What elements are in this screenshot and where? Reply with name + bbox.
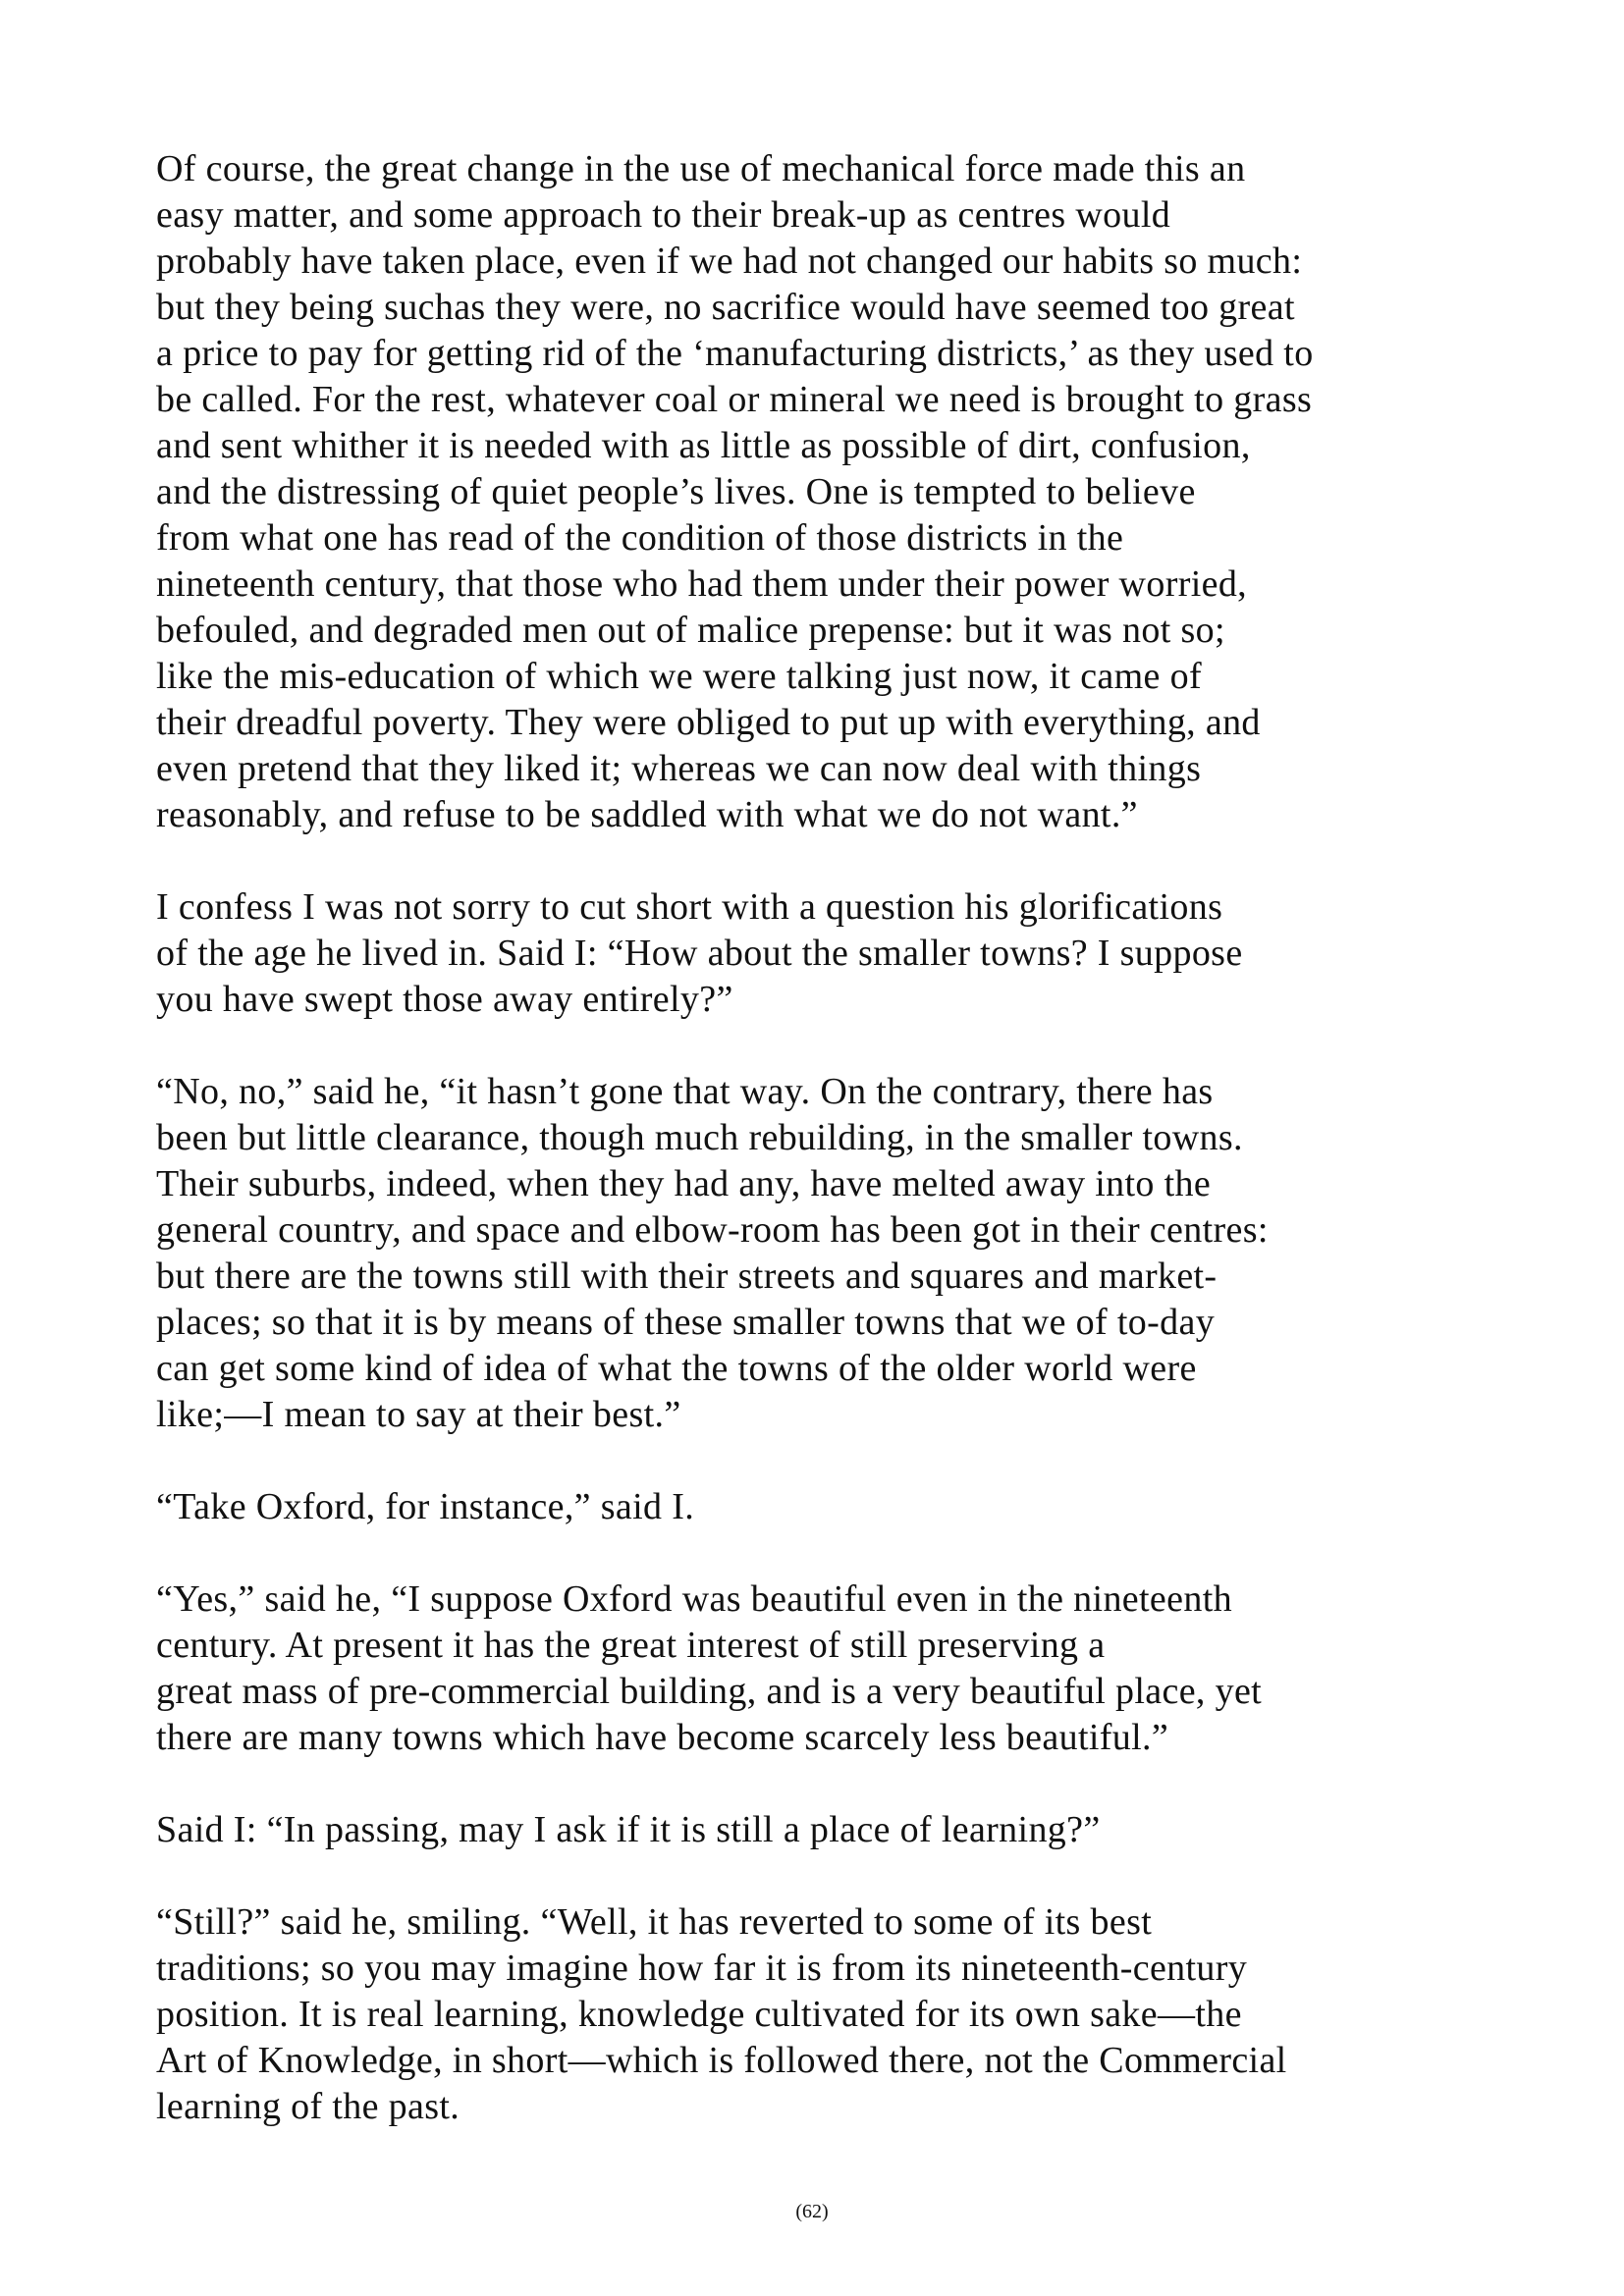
text-line: their dreadful poverty. They were obliged to put up with everything, and [156,702,1261,743]
text-line: been but little clearance, though much rebuilding, in the smaller towns. [156,1117,1243,1158]
text-line: like the mis-education of which we were talking just now, it came of [156,656,1202,697]
paragraph-2 [156,884,1452,1023]
text-line: “No, no,” said he, “it hasn’t gone that way. On the contrary, there has [156,1071,1214,1112]
text-line: position. It is real learning, knowledge cultivated for its own sake—the [156,1994,1242,2035]
text-line: like;—I mean to say at their best.” [156,1394,681,1435]
text-line: easy matter, and some approach to their break-up as centres would [156,194,1171,236]
paragraph-4 [156,1484,1452,1530]
page-body-text [156,146,1452,2130]
text-line: places; so that it is by means of these smaller towns that we of to-day [156,1302,1216,1343]
text-line: and the distressing of quiet people’s lives. One is tempted to believe [156,471,1196,512]
text-line: Of course, the great change in the use of mechanical force made this an [156,148,1246,189]
text-line: “Take Oxford, for instance,” said I. [156,1486,695,1527]
text-line: but there are the towns still with their streets and squares and market- [156,1255,1218,1297]
text-line: Art of Knowledge, in short—which is followed there, not the Commercial [156,2040,1287,2081]
text-line: probably have taken place, even if we had not changed our habits so much: [156,240,1303,282]
text-line: of the age he lived in. Said I: “How about the smaller towns? I suppose [156,933,1243,974]
text-line: reasonably, and refuse to be saddled with what we do not want.” [156,794,1138,835]
text-line: you have swept those away entirely?” [156,979,733,1020]
text-line: befouled, and degraded men out of malice prepense: but it was not so; [156,610,1225,651]
text-line: can get some kind of idea of what the towns of the older world were [156,1348,1197,1389]
text-line: Their suburbs, indeed, when they had any, have melted away into the [156,1163,1212,1204]
paragraph-3 [156,1069,1452,1438]
text-line: “Still?” said he, smiling. “Well, it has reverted to some of its best [156,1901,1153,1943]
text-line: a price to pay for getting rid of the ‘manufacturing districts,’ as they used to [156,333,1314,374]
text-line: and sent whither it is needed with as little as possible of dirt, confusion, [156,425,1251,466]
text-line: Said I: “In passing, may I ask if it is still a place of learning?” [156,1809,1101,1850]
paragraph-7 [156,1899,1452,2130]
text-line: nineteenth century, that those who had them under their power worried, [156,563,1248,605]
text-line: be called. For the rest, whatever coal or mineral we need is brought to grass [156,379,1313,420]
text-line: traditions; so you may imagine how far it is from its nineteenth-century [156,1948,1248,1989]
text-line: but they being suchas they were, no sacrifice would have seemed too great [156,287,1295,328]
text-line: from what one has read of the condition of those districts in the [156,517,1124,559]
text-line: I confess I was not sorry to cut short with a question his glorifications [156,886,1223,928]
page-number: (62) [795,2201,829,2222]
text-line: great mass of pre-commercial building, and is a very beautiful place, yet [156,1671,1263,1712]
paragraph-1 [156,146,1452,838]
text-line: general country, and space and elbow-room has been got in their centres: [156,1209,1269,1251]
text-line: “Yes,” said he, “I suppose Oxford was beautiful even in the nineteenth [156,1578,1232,1620]
text-line: even pretend that they liked it; whereas we can now deal with things [156,748,1202,789]
text-line: learning of the past. [156,2086,460,2127]
text-line: there are many towns which have become scarcely less beautiful.” [156,1717,1169,1758]
paragraph-6 [156,1807,1452,1853]
paragraph-5 [156,1576,1452,1761]
text-line: century. At present it has the great interest of still preserving a [156,1625,1106,1666]
